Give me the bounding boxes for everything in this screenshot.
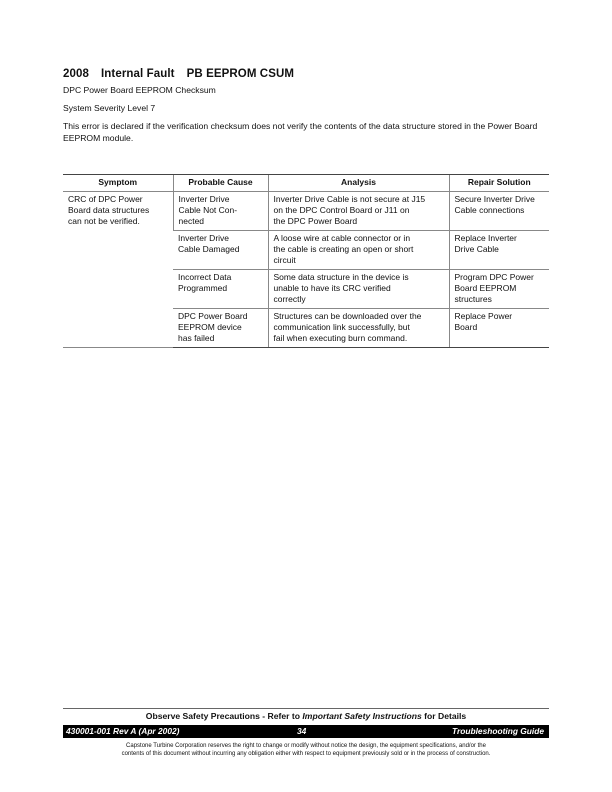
symptom-cell: CRC of DPC Power Board data structures can not be verified. [63,192,173,348]
safety-instructions-reference: Important Safety Instructions [302,711,422,721]
guide-title: Troubleshooting Guide [452,726,544,736]
table-header-row [63,175,549,192]
safety-notice: Observe Safety Precautions - Refer to Important Safety Instructions for Details [145,711,467,721]
analysis-cell: Inverter Drive Cable is not secure at J15 on the DPC Control Board or J11 on the DPC Power Board [268,192,449,231]
page-body [63,68,549,144]
solution-cell: Replace Inverter Drive Cable [449,231,549,270]
fault-subtitle: DPC Power Board EEPROM Checksum [63,85,216,95]
table-row [63,192,549,231]
header-symptom: Symptom [63,175,173,192]
footer-bar [63,725,549,738]
cause-cell: DPC Power Board EEPROM device has failed [173,309,268,348]
footer-divider [63,708,549,709]
document-id: 430001-001 Rev A (Apr 2002) [66,726,180,736]
fault-description: This error is declared if the verification checksum does not verify the contents of the data structure stored in the Power Board EEPROM module. [63,121,538,143]
troubleshooting-table [63,174,549,348]
fault-name: PB EEPROM CSUM [186,68,295,80]
solution-cell: Replace Power Board [449,309,549,348]
header-analysis: Analysis [268,175,449,192]
solution-cell: Program DPC Power Board EEPROM structures [449,270,549,309]
analysis-cell: Some data structure in the device is unable to have its CRC verified correctly [268,270,449,309]
cause-cell: Inverter Drive Cable Not Con- nected [173,192,268,231]
fault-code: 2008 [63,68,89,80]
legal-disclaimer: Capstone Turbine Corporation reserves the right to change or modify without notice the design, the equipment specifications, and/or the contents of this document without incurring any obligation either with respect to equipment previously sold or in the process of construction. [121,743,491,757]
fault-category: Internal Fault [100,68,175,80]
fault-heading [63,68,549,80]
cause-cell: Incorrect Data Programmed [173,270,268,309]
header-repair-solution: Repair Solution [449,175,549,192]
severity-level: System Severity Level 7 [63,103,156,113]
solution-cell: Secure Inverter Drive Cable connections [449,192,549,231]
analysis-cell: Structures can be downloaded over the communication link successfully, but fail when executing burn command. [268,309,449,348]
header-probable-cause: Probable Cause [173,175,268,192]
cause-cell: Inverter Drive Cable Damaged [173,231,268,270]
analysis-cell: A loose wire at cable connector or in the cable is creating an open or short circuit [268,231,449,270]
page-number: 34 [297,726,307,736]
